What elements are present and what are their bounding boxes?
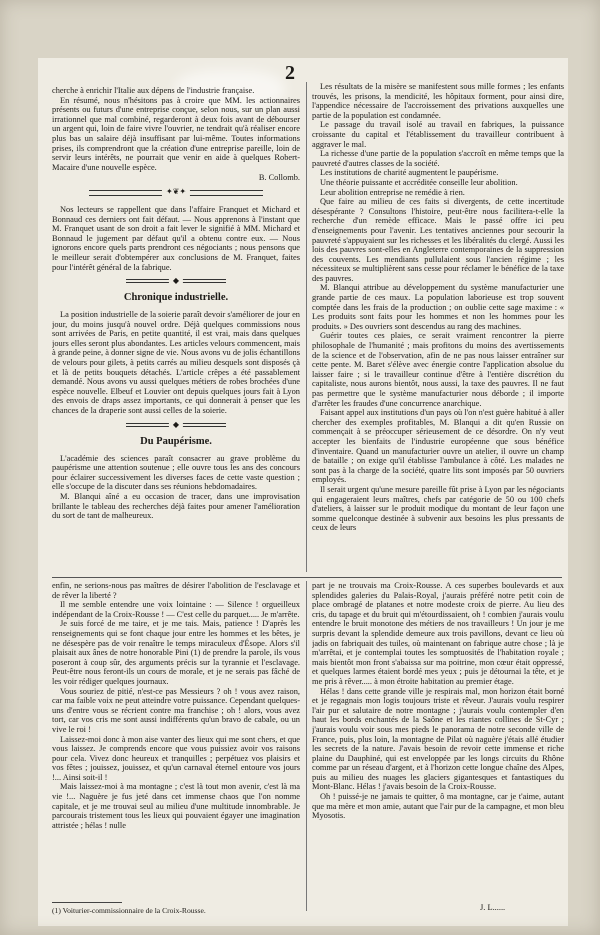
right-bottom-column: [312, 581, 564, 901]
footnote-rule: [52, 902, 122, 903]
feuilleton-paragraph: Hélas ! dans cette grande ville je respirais mal, mon horizon était borné et je regagnais mon logis toujours triste et rêveur. J'aurais voulu respirer l'air pur et salutaire de notre montagne ; j'aurais voulu contempler d'en haut les bords enchantés de la Saône et les riantes collines de St-Cyr ; j'aurais voulu voir sous mes pieds le panorama de notre seconde ville de France, puis, plus loin, la montagne de Pilat où naguère j'étais allé étudier les secrets de la nature. J'avais besoin de revoir cette immense et riche plaine du Dauphiné, qui est enveloppée par les longs circuits du Rhône comme par un réseau d'argent, et à l'horizon cette longue chaîne des Alpes, puis au milieu des nuages les glaciers gigantesques et fantastiques du Mont-Blanc. Hélas ! j'avais besoin de la Croix-Rousse.: [312, 686, 564, 792]
section-separator: [52, 577, 562, 578]
ornamental-divider: ◆: [126, 279, 225, 283]
feuilleton-paragraph: Oh ! puissé-je ne jamais te quitter, ô ma montagne, car je t'aime, autant que ma mère et mon amie, autant que l'air pur de la campagne, et mon bleu Myosotis.: [312, 792, 564, 821]
section-title-chronique: Chronique industrielle.: [123, 292, 229, 304]
ornamental-divider: ✦❦✦: [89, 190, 263, 196]
left-bottom-column: [52, 581, 300, 899]
feuilleton-paragraph: Il me semble entendre une voix lointaine : — Silence ! orgueilleux indépendant de la Croix-Rousse ! — C'est celle du parquet..... Je m'arrête.: [52, 600, 300, 619]
page-number: 2: [285, 62, 295, 84]
feuilleton-paragraph: part je ne trouvais ma Croix-Rousse. A ces superbes boulevards et aux splendides galeries du Palais-Royal, j'aurais préféré notre petit coin de place ombragé de platanes et notre modeste croix de pierre. Au lieu des cris, du tapage et du bruit qui m'étourdissaient, oh ! combien j'aurais voulu entendre le bruit monotone des métiers de nos travailleurs ! Un jour je me surpris devant la splendide demeure aux trois pavillons, devant ce lieu où jadis on fabriquait des tuiles, où maintenant on fabrique autre chose ; là je m'arrêtai, et je contemplai toutes les somptuosités de l'habitation royale ; mais bientôt mon front s'abaissa sur ma poitrine, mon cœur était oppressé, et quelques larmes étaient bordé mes yeux ; puis je détournai la tête, et je me pris à rêver..... à mon étroite habitation au premier étage.: [312, 581, 564, 686]
pauperisme-paragraph: M. Blanqui aîné a eu occasion de tracer, dans une improvisation brillante le tableau des recherches déjà faites pour amener l'amélioration du sort de tant de malheureux.: [52, 492, 300, 521]
feuilleton-paragraph: Vous souriez de pitié, n'est-ce pas Messieurs ? oh ! vous avez raison, car ma faible voix ne peut atteindre votre puissance. Cependant quelques-uns d'entre vous se récrient contre ma franchise ; oh ! alors, vous avez tort, car vos cris me sont aussi indifférents qu'un bravo de cabale, ou un vive le roi !: [52, 686, 300, 734]
section-title-pauperisme: Du Paupérisme.: [140, 435, 212, 447]
feuilleton-paragraph: Laissez-moi donc à mon aise vanter des lieux qui me sont chers, et que vous laissez. Je comprends encore que vous puissiez avoir vos raisons pour cela. Vivez donc heureux et tranquilles ; perpétuez vos plaisirs et vos fêtes ; jouissez, jouissez, et qu'un carnaval éternel entoure vos jours !... Ainsi soit-il !: [52, 734, 300, 782]
article-paragraph: Faisant appel aux institutions d'un pays où l'on n'est guère habitué à aller chercher des exemples profitables, M. Blanqui a dit qu'en Russie on commençait à se préoccuper sérieusement de ce désordre. On n'y veut accepter les bienfaits de l'industrie européenne que sous bénéfice d'inventaire. Quand un manufacturier ouvre un atelier, il ouvre un champ de bataille ; on exige qu'il établisse l'ambulance à côté. Les malades ne sont pas à la charge de la société, quatre lits sont imposés par 50 ouvriers employés.: [312, 408, 564, 485]
article-paragraph: Guérir toutes ces plaies, ce serait vraiment rencontrer la pierre philosophale de l'humanité ; mais profitons du moins des avertissements de la science et de l'observation, afin de ne pas nous laisser entraîner sur cette pente. M. Baret s'élève avec énergie contre l'application absolue du laisser faire ; si le travailleur continue d'être à l'entière discrétion du capitaliste, nous aurons bientôt, nous aussi, la taxe des pauvres. Il ne faut pas permettre que le système manufacturier nous déborde ; il importe d'arrêter les fraudes d'une concurrence anarchique.: [312, 331, 564, 408]
pauperisme-paragraph: L'académie des sciences paraît consacrer au grave problème du paupérisme une attention soutenue ; elle ouvre tous les ans des concours pour éclairer successivement les diverses faces de cette vaste question ; elle s'occupe de la discuter dans ses réunions hebdomadaires.: [52, 453, 300, 492]
footnote: (1) Voiturier-commissionnaire de la Croix-Rousse.: [52, 906, 206, 915]
feuilleton-paragraph: enfin, ne serions-nous pas maîtres de désirer l'abolition de l'esclavage et de rêver la liberté ?: [52, 581, 300, 600]
chronique-paragraph: La position industrielle de la soierie paraît devoir s'améliorer de jour en jour, du moins jusqu'à nouvel ordre. Déjà quelques commissions nous sont arrivées de Paris, en petite quantité, il est vrai, mais dans quelques jours elles seront plus abondantes. Les articles velours commencent, mais à grande peine, à donner signe de vie. Nous avons vu de jolis échantillons de velours pour gilets, à petits carrés au milieu desquels sont disposés çà et là de petits bouquets détachés. L'article crêpes a été passablement demandé. Nous avons vu aussi quelques métiers de robes brochées d'une espèce nouvelle. Elbeuf et Louvier ont depuis quelques jours fait à Lyon des envois de draps assez importants, ce qui donnerait à penser que les chances de la draperie sont aussi celles de la soierie.: [52, 310, 300, 416]
ornamental-divider: ◆: [126, 423, 225, 427]
left-top-column: [52, 86, 300, 571]
article-paragraph: Que faire au milieu de ces faits si divergents, de cette incertitude désespérante ? Consultons l'histoire, peut-être nous facilitera-t-elle la recherche d'un remède efficace. Mais le passé offre ici peu d'enseignements pour l'avenir. Les tentatives anciennes pour secourir la pauvreté s'appuyaient sur les richesses et les libéralités du clergé. Aussi les lois des pauvres sont-elles en Angleterre contemporaines de la suppression des couvents. Les mendiants pullulaient sous l'ancien régime ; les nécessiteux se multiplièrent sans cesse pour réclamer le bénéfice de la taxe des pauvres.: [312, 197, 564, 283]
article-paragraph: Une théorie puissante et accréditée conseille leur abolition.: [320, 177, 518, 187]
article-paragraph: M. Blanqui attribue au développement du système manufacturier une grande partie de ces maux. La population laborieuse est trop souvent comptée dans les frais de la production ; on oublie cette sage maxime : « Les produits sont faits pour les hommes et non les hommes pour les produits. » Des ouvriers sont descendus au rang des machines.: [312, 283, 564, 331]
column-rule: [306, 581, 307, 911]
signature-collomb: B. Collomb.: [258, 173, 300, 183]
feuilleton-paragraph: Mais laissez-moi à ma montagne ; c'est là tout mon avenir, c'est là ma vie !... Naguère je fus jeté dans cet immense chaos que l'on nomme capitale, et je me trouvai seul au milieu d'une multitude innombrable. Je parcourais tristement tous les lieux qui pouvaient égayer une imagination attristée ; hélas ! nulle: [52, 782, 300, 830]
feuilleton-paragraph: Je suis forcé de me taire, et je me tais. Mais, patience ! D'après les renseignements qui se font chaque jour entre les hommes et les bêtes, je ne désespère pas de voir renaître le temps miraculeux d'Ésope. Alors s'il plaisait aux ânes de notre honorable Pini (1) de prendre la parole, ils vous poseront à coup sûr, des arguments précis sur la tyrannie et l'esclavage. Peut-être nous feront-ils un cours de morale, et je ne serais pas fâché de les voir rédiger quelques journaux.: [52, 619, 300, 686]
article-paragraph: Leur abolition entreprise ne remédie à rien.: [320, 187, 465, 197]
intro-line: cherche à enrichir l'Italie aux dépens de l'industrie française.: [52, 86, 255, 95]
resume-paragraph: En résumé, nous n'hésitons pas à croire que MM. les actionnaires présents ou futurs d'une entreprise conçue, selon nous, sur un plan aussi irrationnel que mal combiné, regarderont à deux fois avant de débourser un argent qui, loin de faire vivre l'ouvrier, ne tendrait qu'à réaliser encore plus bas un salaire déjà insuffisant par lui-même. Toutes informations prises, ils comprendront que la création d'une entreprise pareille, loin de servir leurs intérêts, ne pourrait que venir en aide à quelques Robert-Macaire d'une nouvelle espèce.: [52, 95, 300, 172]
article-paragraph: La richesse d'une partie de la population s'accroît en même temps que la pauvreté d'autres classes de la société.: [312, 149, 564, 168]
column-rule: [306, 82, 307, 572]
right-top-column: [312, 82, 564, 574]
article-paragraph: Les résultats de la misère se manifestent sous mille formes ; les enfants trouvés, les prisons, la mendicité, les hôpitaux forment, pour ainsi dire, l'appendice nécessaire de l'accroissement des privations auxquelles une partie de la population est condamnée.: [312, 82, 564, 120]
article-paragraph: Il serait urgent qu'une mesure pareille fût prise à Lyon par les négociants qui engageraient leurs maîtres, chefs par catégorie de 50 ou 100 chefs d'ateliers, à laisser sur le produit modique du montant de leur façon une somme quelconque destinée à subvenir aux besoins les plus pressants de ceux de leurs: [312, 484, 564, 533]
article-paragraph: Les institutions de charité augmentent le paupérisme.: [320, 168, 499, 178]
affaire-paragraph: Nos lecteurs se rappellent que dans l'affaire Franquet et Michard et Bonnaud ces derniers ont fait défaut. — Nous apprenons à l'instant que M. Franquet usant de son droit a fait lever le signifié à MM. Michard et Bonnaud le jugement par défaut qu'il a obtenu contre eux. — Nous ignorons encore quels parts prendront ces négociants ; nous pensons que le meilleur serait d'obtempérer aux conclusions de M. Franquet, faites pour l'intérêt général de la fabrique.: [52, 204, 300, 272]
signature-jl: J. L......: [480, 903, 506, 912]
article-paragraph: Le passage du travail isolé au travail en fabriques, la puissance croissante du capital et l'établissement du travailleur contribuent à aggraver le mal.: [312, 120, 564, 149]
